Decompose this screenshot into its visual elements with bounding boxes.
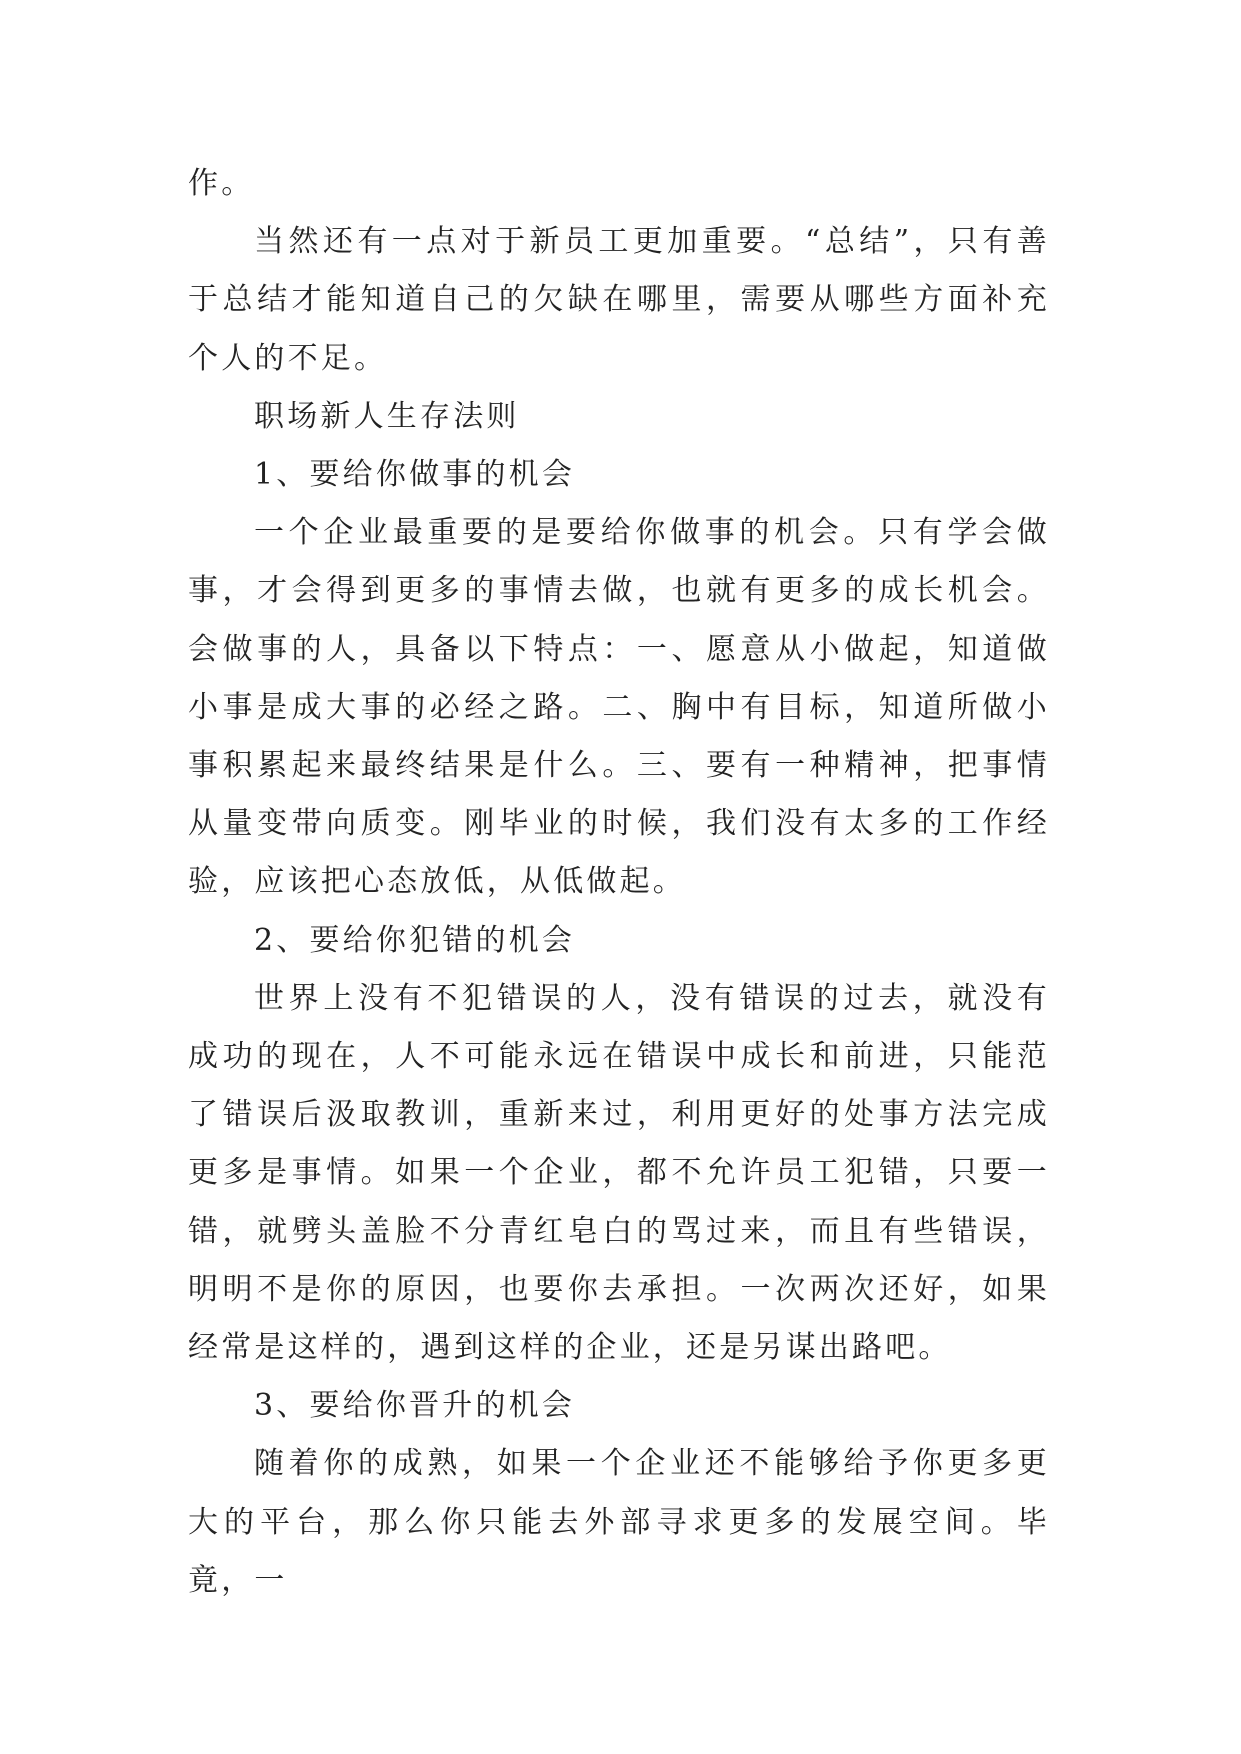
rule-1-body: 一个企业最重要的是要给你做事的机会。只有学会做事，才会得到更多的事情去做，也就有更多的成长机会。会做事的人，具备以下特点：一、愿意从小做起，知道做小事是成大事的必经之路。二、胸中有目标，知道所做小事积累起来最终结果是什么。三、要有一种精神，把事情从量变带向质变。刚毕业的时候，我们没有太多的工作经验，应该把心态放低，从低做起。	[188, 515, 1050, 900]
paragraph-summary: 当然还有一点对于新员工更加重要。“总结”，只有善于总结才能知道自己的欠缺在哪里，需要从哪些方面补充个人的不足。	[188, 224, 1050, 376]
rule-3-heading: 3、要给你晋升的机会	[254, 1388, 576, 1424]
paragraph-continuation: 作。	[188, 166, 255, 201]
rule-3-body: 随着你的成熟，如果一个企业还不能够给予你更多更大的平台，那么你只能去外部寻求更多的发展空间。毕竟，一	[188, 1446, 1050, 1598]
section-heading: 职场新人生存法则	[254, 398, 520, 434]
rule-2-heading: 2、要给你犯错的机会	[254, 922, 576, 958]
document-page	[188, 155, 1050, 1610]
rule-1-heading: 1、要给你做事的机会	[254, 457, 576, 493]
rule-2-body: 世界上没有不犯错误的人，没有错误的过去，就没有成功的现在，人不可能永远在错误中成长和前进，只能范了错误后汲取教训，重新来过，利用更好的处事方法完成更多是事情。如果一个企业，都不允许员工犯错，只要一错，就劈头盖脸不分青红皂白的骂过来，而且有些错误，明明不是你的原因，也要你去承担。一次两次还好，如果经常是这样的，遇到这样的企业，还是另谋出路吧。	[188, 980, 1050, 1366]
